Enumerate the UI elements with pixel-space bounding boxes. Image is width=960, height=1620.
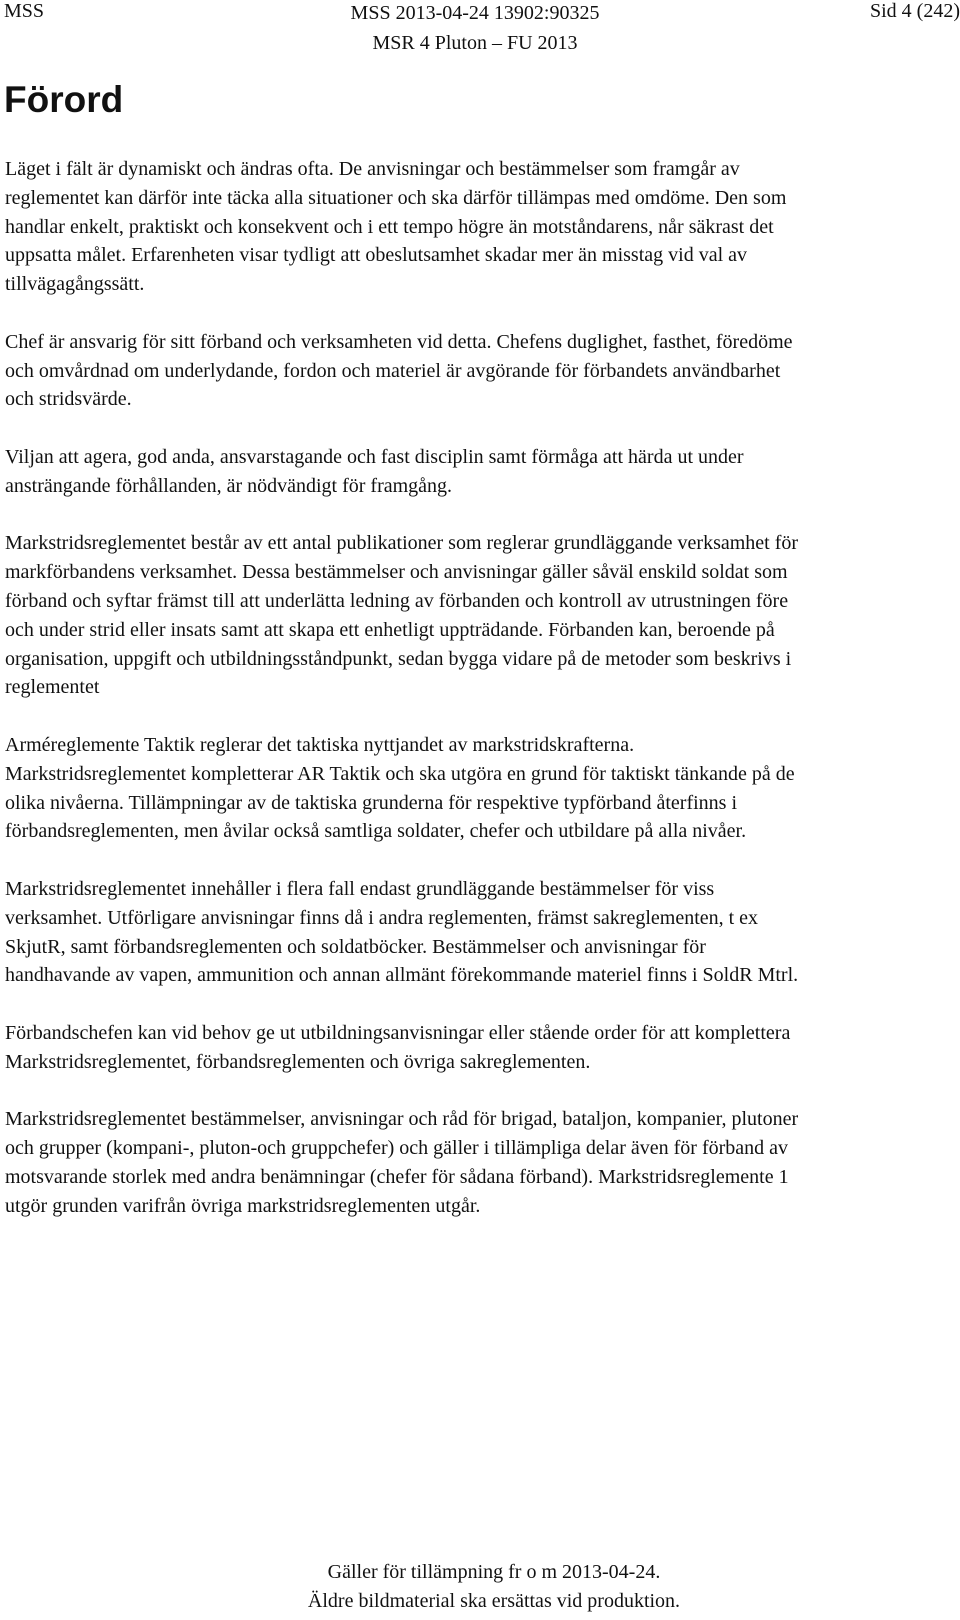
page-number: Sid 4 (242)	[870, 0, 960, 22]
header-document-id	[325, 0, 625, 58]
header-document-title: MSR 4 Pluton – FU 2013	[372, 32, 578, 54]
page-header	[0, 0, 960, 54]
paragraph: Arméreglemente Taktik reglerar det taktiska nyttjandet av markstridskrafterna. Markstridsreglementet kompletterar AR Taktik och ska utgöra en grund för taktiskt tänkande på de olika nivåerna. Tillämpningar av de taktiska grunderna för respektive typförband återfinns i förbandsreglementen, men åvilar också samtliga soldater, chefer och utbildare på alla nivåer.	[5, 733, 795, 843]
header-document-number: MSS 2013-04-24 13902:90325	[350, 2, 600, 24]
footer-image-note: Äldre bildmaterial ska ersättas vid produktion.	[307, 1590, 681, 1612]
page-title: Förord	[4, 79, 124, 120]
footer-validity-note: Gäller för tillämpning fr o m 2013-04-24.	[327, 1561, 661, 1583]
page-footer	[0, 1558, 960, 1616]
paragraph: Markstridsreglementet innehåller i flera fall endast grundläggande bestämmelser för viss verksamhet. Utförligare anvisningar finns då i andra reglementen, främst sakreglementen, t ex SkjutR, samt förbandsreglementen och soldatböcker. Bestämmelser och anvisningar för handhavande av vapen, ammunition och annan allmänt förekommande materiel finns i SoldR Mtrl.	[5, 877, 799, 987]
paragraph: Markstridsreglementet bestämmelser, anvisningar och råd för brigad, bataljon, kompanier, plutoner och grupper (kompani-, pluton-och gruppchefer) och gäller i tillämpliga delar även för förband av motsvarande storlek med andra benämningar (chefer för sådana förband). Markstridsreglemente 1 utgör grunden varifrån övriga markstridsreglementen utgår.	[5, 1108, 799, 1217]
paragraph: Viljan att agera, god anda, ansvarstagande och fast disciplin samt förmåga att härda ut under ansträngande förhållanden, är nödvändigt för framgång.	[5, 445, 744, 497]
paragraph: Markstridsreglementet består av ett antal publikationer som reglerar grundläggande verksamhet för markförbandens verksamhet. Dessa bestämmelser och anvisningar gäller såväl enskild soldat som förband och syftar främst till att underlätta ledning av förbanden och kontroll av utrustningen före och under strid eller insats samt att skapa ett enhetligt uppträdande. Förbanden kan, beroende på organisation, uppgift och utbildningsståndpunkt, sedan bygga vidare på de metoder som beskrivs i reglementet	[5, 532, 799, 699]
header-left-label: MSS	[4, 0, 45, 22]
paragraph: Chef är ansvarig för sitt förband och verksamheten vid detta. Chefens duglighet, fasthet, föredöme och omvårdnad om underlydande, fordon och materiel är avgörande för förbandets användbarhet och stridsvärde.	[5, 330, 793, 411]
paragraph: Läget i fält är dynamiskt och ändras ofta. De anvisningar och bestämmelser som framgår av reglementet kan därför inte täcka alla situationer och ska därför tillämpas med omdöme. Den som handlar enkelt, praktiskt och konsekvent och i ett tempo högre än motståndarens, når säkrast det uppsatta målet. Erfarenheten visar tydligt att obeslutsamhet skadar mer än misstag vid val av tillvägagångssätt.	[5, 158, 787, 296]
paragraph: Förbandschefen kan vid behov ge ut utbildningsanvisningar eller stående order för att komplettera Markstridsreglementet, förbandsreglementen och övriga sakreglementen.	[5, 1021, 791, 1073]
body-text	[5, 155, 805, 1249]
